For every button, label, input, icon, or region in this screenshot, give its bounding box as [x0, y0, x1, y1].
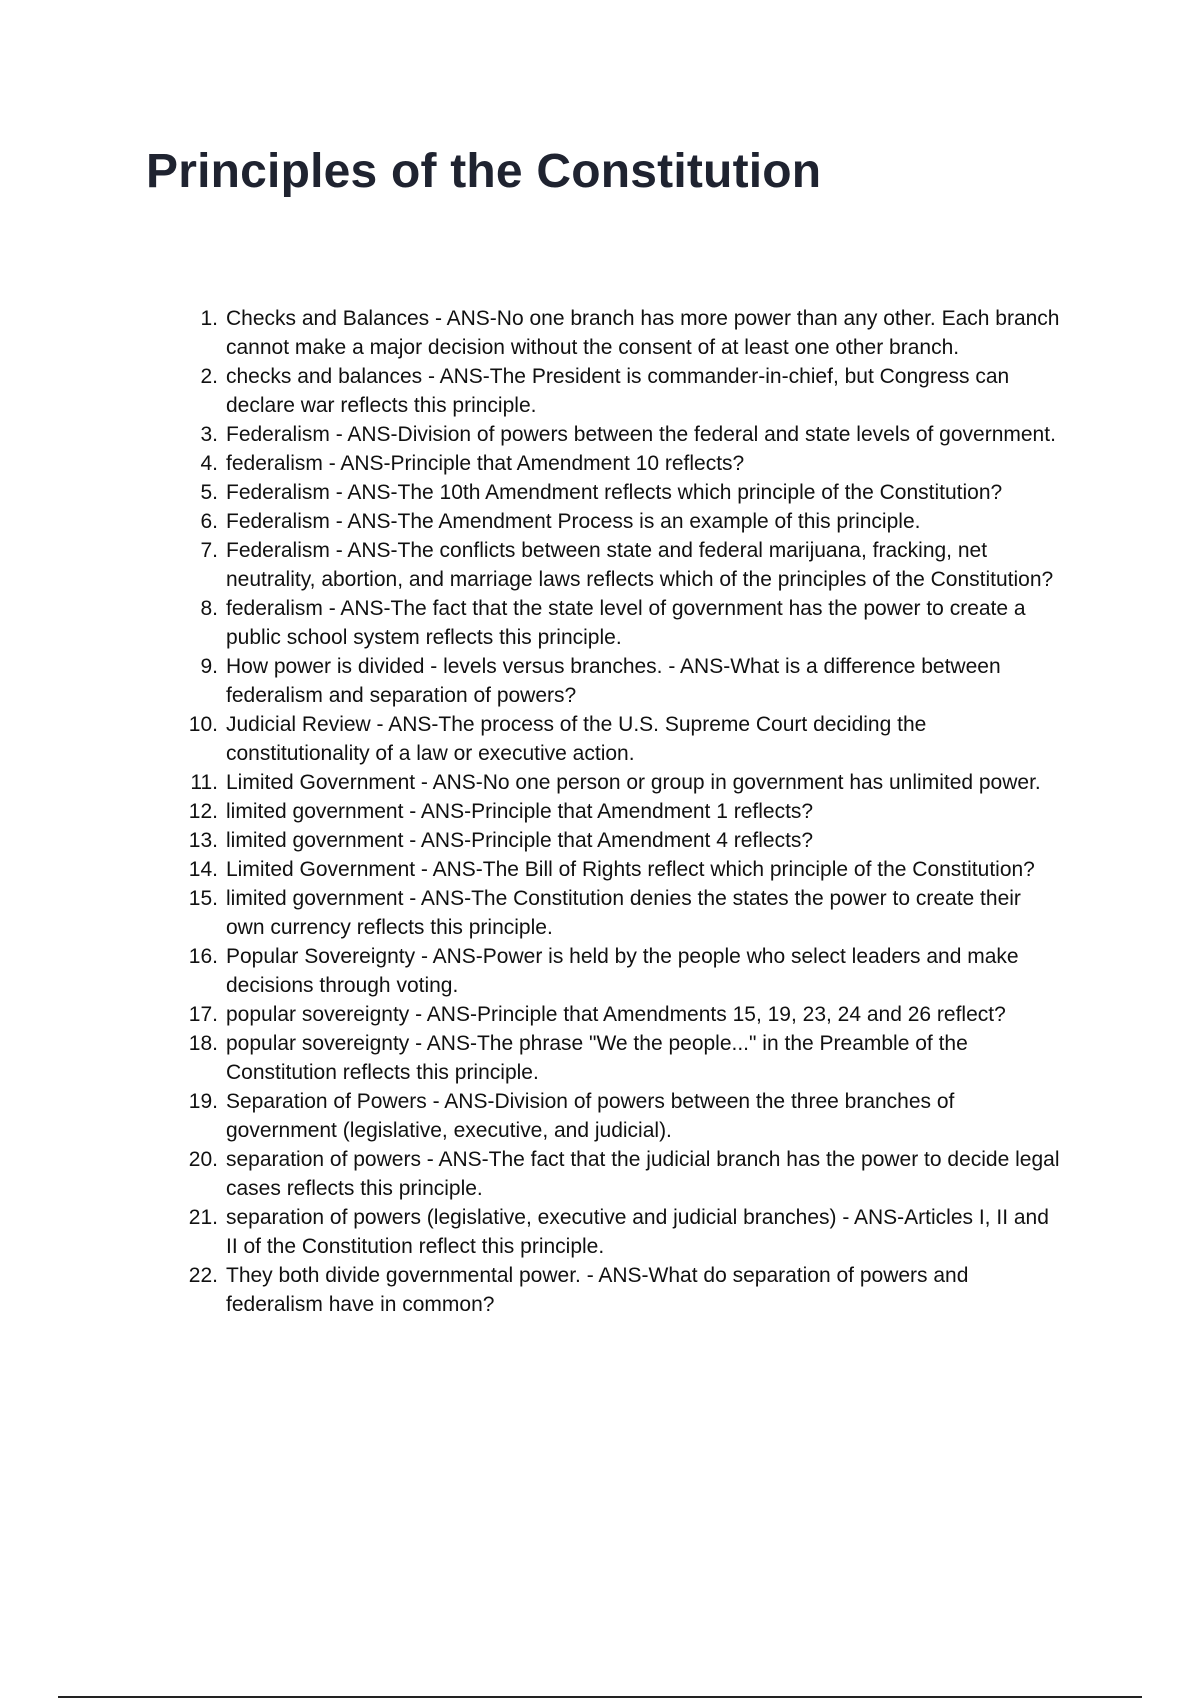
item-number: 16.	[188, 945, 218, 968]
item-text: Judicial Review - ANS-The process of the U.S. Supreme Court deciding the constitutionality of a law or executive action.	[226, 713, 927, 765]
item-text: limited government - ANS-The Constitution denies the states the power to create their own currency reflects this principle.	[226, 887, 1021, 939]
list-item	[183, 1087, 1063, 1145]
item-number: 2.	[200, 365, 218, 388]
item-number: 4.	[200, 452, 218, 475]
item-number: 14.	[188, 858, 218, 881]
item-text: checks and balances - ANS-The President is commander-in-chief, but Congress can declare war reflects this principle.	[226, 365, 1010, 417]
item-number: 19.	[188, 1090, 218, 1113]
item-text: Federalism - ANS-The conflicts between state and federal marijuana, fracking, net neutrality, abortion, and marriage laws reflects which of the principles of the Constitution?	[226, 539, 1054, 591]
list-item	[183, 826, 1063, 855]
item-number: 10.	[188, 713, 218, 736]
item-text: Federalism - ANS-Division of powers between the federal and state levels of government.	[226, 423, 1056, 446]
item-text: How power is divided - levels versus branches. - ANS-What is a difference between federalism and separation of powers?	[226, 655, 1001, 707]
item-number: 11.	[190, 771, 218, 794]
list-item	[183, 942, 1063, 1000]
item-text: federalism - ANS-Principle that Amendment 10 reflects?	[226, 452, 745, 475]
item-number: 13.	[188, 829, 218, 852]
list-item	[183, 652, 1063, 710]
item-text: Federalism - ANS-The 10th Amendment reflects which principle of the Constitution?	[226, 481, 1003, 504]
list-item	[183, 536, 1063, 594]
item-text: popular sovereignty - ANS-The phrase "We the people..." in the Preamble of the Constitution reflects this principle.	[226, 1032, 968, 1084]
list-item	[183, 855, 1063, 884]
item-number: 5.	[200, 481, 218, 504]
item-text: limited government - ANS-Principle that Amendment 4 reflects?	[226, 829, 814, 852]
item-number: 1.	[200, 307, 218, 330]
item-number: 6.	[200, 510, 218, 533]
list-item	[183, 797, 1063, 826]
item-text: separation of powers (legislative, executive and judicial branches) - ANS-Articles I, II and II of the Constitution reflect this principle.	[226, 1206, 1049, 1258]
item-text: Separation of Powers - ANS-Division of powers between the three branches of government (legislative, executive, and judicial).	[226, 1090, 955, 1142]
item-text: Limited Government - ANS-The Bill of Rights reflect which principle of the Constitution?	[226, 858, 1035, 881]
item-number: 22.	[188, 1264, 218, 1287]
list-item	[183, 1203, 1063, 1261]
question-answer-list	[183, 304, 1063, 1319]
item-text: popular sovereignty - ANS-Principle that Amendments 15, 19, 23, 24 and 26 reflect?	[226, 1003, 1006, 1026]
list-item	[183, 449, 1063, 478]
list-item	[183, 478, 1063, 507]
list-item	[183, 710, 1063, 768]
item-text: limited government - ANS-Principle that Amendment 1 reflects?	[226, 800, 814, 823]
item-text: federalism - ANS-The fact that the state level of government has the power to create a public school system reflects this principle.	[226, 597, 1026, 649]
item-text: separation of powers - ANS-The fact that the judicial branch has the power to decide legal cases reflects this principle.	[226, 1148, 1060, 1200]
list-item	[183, 362, 1063, 420]
list-item	[183, 1261, 1063, 1319]
item-number: 9.	[200, 655, 218, 678]
list-item	[183, 304, 1063, 362]
footer-divider	[58, 1696, 1142, 1698]
list-item	[183, 1000, 1063, 1029]
list-item	[183, 768, 1063, 797]
list-item	[183, 594, 1063, 652]
item-number: 17.	[188, 1003, 218, 1026]
item-number: 3.	[200, 423, 218, 446]
item-text: Checks and Balances - ANS-No one branch has more power than any other. Each branch cannot make a major decision without the consent of at least one other branch.	[226, 307, 1060, 359]
item-number: 8.	[200, 597, 218, 620]
item-number: 7.	[200, 539, 218, 562]
item-number: 12.	[188, 800, 218, 823]
item-number: 20.	[188, 1148, 218, 1171]
list-item	[183, 1029, 1063, 1087]
item-number: 18.	[188, 1032, 218, 1055]
item-text: Limited Government - ANS-No one person or group in government has unlimited power.	[226, 771, 1041, 794]
item-text: They both divide governmental power. - ANS-What do separation of powers and federalism have in common?	[226, 1264, 969, 1316]
item-number: 21.	[188, 1206, 218, 1229]
item-text: Popular Sovereignty - ANS-Power is held by the people who select leaders and make decisions through voting.	[226, 945, 1019, 997]
list-item	[183, 420, 1063, 449]
item-number: 15.	[188, 887, 218, 910]
page-title: Principles of the Constitution	[146, 145, 822, 198]
list-item	[183, 507, 1063, 536]
item-text: Federalism - ANS-The Amendment Process is an example of this principle.	[226, 510, 921, 533]
list-item	[183, 1145, 1063, 1203]
list-item	[183, 884, 1063, 942]
